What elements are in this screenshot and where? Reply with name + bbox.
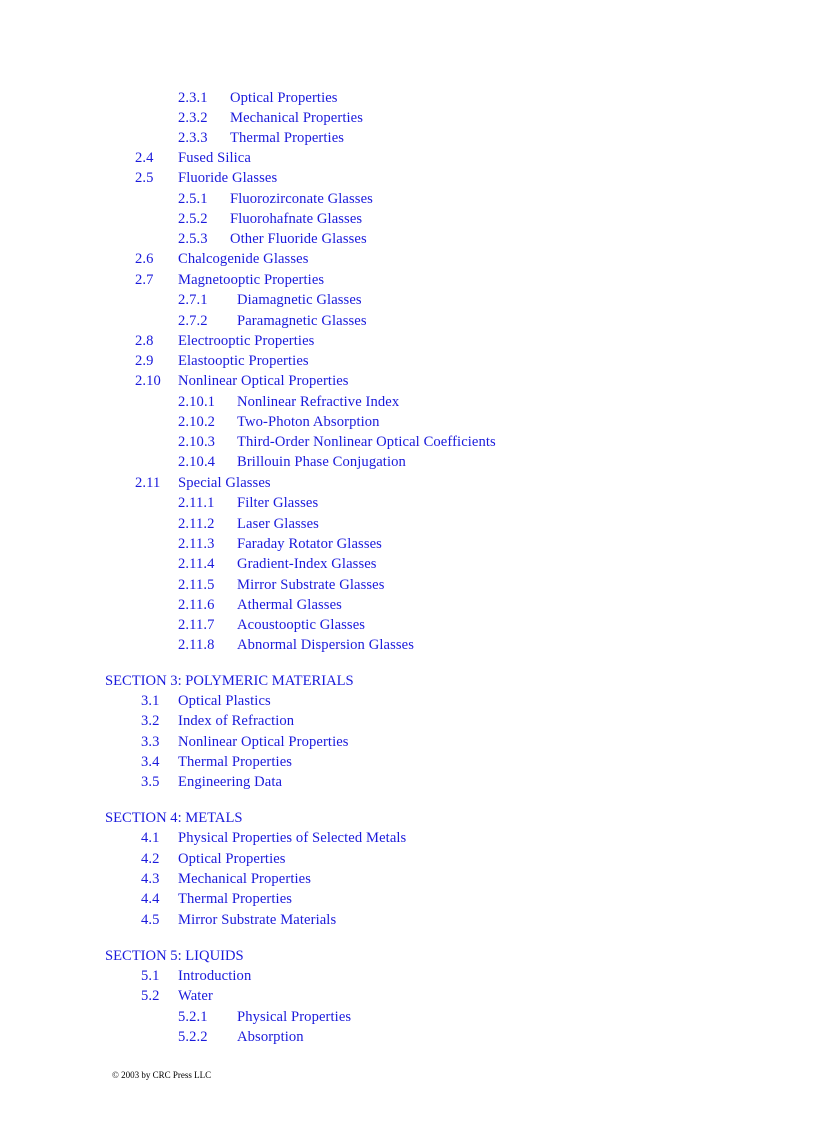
toc-entry-number[interactable]: 2.9	[135, 353, 154, 369]
toc-entry-number[interactable]: 2.7.2	[178, 313, 208, 329]
toc-entry-title[interactable]: Filter Glasses	[237, 495, 319, 511]
toc-entry-number[interactable]: 2.3.2	[178, 110, 208, 126]
section-heading-link[interactable]: SECTION 4: METALS	[105, 810, 243, 826]
toc-entry-title[interactable]: Introduction	[178, 968, 252, 984]
toc-entry-title[interactable]: Nonlinear Optical Properties	[178, 734, 349, 750]
toc-entry-title[interactable]: Engineering Data	[178, 774, 283, 790]
toc-entry-number[interactable]: 5.2.2	[178, 1029, 208, 1045]
toc-entry-title[interactable]: Faraday Rotator Glasses	[237, 536, 382, 552]
toc-entry-title[interactable]: Physical Properties of Selected Metals	[178, 830, 407, 846]
toc-entry-number[interactable]: 5.2.1	[178, 1009, 208, 1025]
toc-entry-number[interactable]: 4.4	[141, 891, 160, 907]
toc-entry-number[interactable]: 3.5	[141, 774, 160, 790]
toc-entry-title[interactable]: Chalcogenide Glasses	[178, 251, 309, 267]
toc-entry-title[interactable]: Special Glasses	[178, 475, 271, 491]
toc-entry-number[interactable]: 5.1	[141, 968, 160, 984]
toc-entry-title[interactable]: Fluoride Glasses	[178, 170, 278, 186]
toc-entry-number[interactable]: 2.5.1	[178, 191, 208, 207]
toc-entry-number[interactable]: 2.10.4	[178, 454, 216, 470]
toc-entry-number[interactable]: 2.8	[135, 333, 154, 349]
toc-entry-number[interactable]: 3.3	[141, 734, 160, 750]
toc-entry-number[interactable]: 2.11.4	[178, 556, 215, 572]
toc-entry-number[interactable]: 2.11.2	[178, 516, 215, 532]
toc-entry-number[interactable]: 3.1	[141, 693, 160, 709]
toc-entry-title[interactable]: Fluorozirconate Glasses	[230, 191, 373, 207]
toc-entry-title[interactable]: Gradient-Index Glasses	[237, 556, 377, 572]
toc-entry-title[interactable]: Optical Plastics	[178, 693, 271, 709]
toc-entry-title[interactable]: Thermal Properties	[178, 891, 293, 907]
toc-entry-title[interactable]: Thermal Properties	[230, 130, 345, 146]
toc-entry-number[interactable]: 2.10	[135, 373, 161, 389]
toc-entry-title[interactable]: Thermal Properties	[178, 754, 293, 770]
toc-entry-number[interactable]: 2.11.7	[178, 617, 215, 633]
toc-entry-title[interactable]: Third-Order Nonlinear Optical Coefficients	[237, 434, 496, 450]
toc-entry-number[interactable]: 4.5	[141, 912, 160, 928]
toc-entry-number[interactable]: 2.7	[135, 272, 154, 288]
toc-entry-title[interactable]: Laser Glasses	[237, 516, 319, 532]
toc-entry-title[interactable]: Diamagnetic Glasses	[237, 292, 362, 308]
toc-entry-title[interactable]: Nonlinear Refractive Index	[237, 394, 400, 410]
section-heading-link[interactable]: SECTION 5: LIQUIDS	[105, 948, 244, 964]
toc-entry-title[interactable]: Mirror Substrate Glasses	[237, 577, 385, 593]
toc-entry-title[interactable]: Mechanical Properties	[230, 110, 363, 126]
toc-entry-number[interactable]: 2.11.6	[178, 597, 215, 613]
toc-entry-number[interactable]: 2.5.2	[178, 211, 208, 227]
toc-entry-number[interactable]: 2.10.1	[178, 394, 216, 410]
toc-entry-title[interactable]: Optical Properties	[230, 90, 338, 106]
toc-entry-number[interactable]: 2.3.1	[178, 90, 208, 106]
toc-entry-title[interactable]: Absorption	[237, 1029, 304, 1045]
toc-entry-title[interactable]: Paramagnetic Glasses	[237, 313, 367, 329]
toc-entry-title[interactable]: Athermal Glasses	[237, 597, 342, 613]
toc-entry-title[interactable]: Abnormal Dispersion Glasses	[237, 637, 414, 653]
toc-entry-title[interactable]: Fused Silica	[178, 150, 251, 166]
toc-entry-number[interactable]: 2.3.3	[178, 130, 208, 146]
toc-entry-number[interactable]: 5.2	[141, 988, 160, 1004]
toc-entry-number[interactable]: 2.10.2	[178, 414, 216, 430]
toc-entry-title[interactable]: Elastooptic Properties	[178, 353, 309, 369]
toc-entry-title[interactable]: Brillouin Phase Conjugation	[237, 454, 406, 470]
toc-entry-number[interactable]: 4.1	[141, 830, 160, 846]
toc-entry-number[interactable]: 2.7.1	[178, 292, 208, 308]
toc-entry-number[interactable]: 3.2	[141, 713, 160, 729]
toc-entry-number[interactable]: 2.5	[135, 170, 154, 186]
toc-entry-title[interactable]: Nonlinear Optical Properties	[178, 373, 349, 389]
toc-entry-number[interactable]: 2.6	[135, 251, 154, 267]
toc-entry-number[interactable]: 2.11.1	[178, 495, 215, 511]
section-heading-link[interactable]: SECTION 3: POLYMERIC MATERIALS	[105, 673, 354, 689]
toc-entry-title[interactable]: Fluorohafnate Glasses	[230, 211, 363, 227]
section-3-heading[interactable]	[105, 671, 354, 691]
toc-entry-title[interactable]: Optical Properties	[178, 851, 286, 867]
toc-entry-number[interactable]: 2.11.8	[178, 637, 215, 653]
section-5-heading[interactable]	[105, 946, 244, 966]
toc-entry-title[interactable]: Physical Properties	[237, 1009, 352, 1025]
toc-entry-title[interactable]: Other Fluoride Glasses	[230, 231, 367, 247]
toc-entry-number[interactable]: 2.11.5	[178, 577, 215, 593]
toc-entry-title[interactable]: Mechanical Properties	[178, 871, 311, 887]
toc-entry-title[interactable]: Two-Photon Absorption	[237, 414, 380, 430]
copyright-footer: © 2003 by CRC Press LLC	[112, 1070, 212, 1080]
toc-entry-title[interactable]: Electrooptic Properties	[178, 333, 315, 349]
toc-entry-number[interactable]: 2.11	[135, 475, 161, 491]
toc-entry-number[interactable]: 4.2	[141, 851, 160, 867]
toc-entry-title[interactable]: Water	[178, 988, 213, 1004]
toc-entry-number[interactable]: 4.3	[141, 871, 160, 887]
toc-entry-number[interactable]: 2.4	[135, 150, 154, 166]
toc-entry-number[interactable]: 2.11.3	[178, 536, 215, 552]
toc-entry-number[interactable]: 2.5.3	[178, 231, 208, 247]
toc-entry-title[interactable]: Index of Refraction	[178, 713, 295, 729]
toc-entry-number[interactable]: 2.10.3	[178, 434, 216, 450]
toc-entry-number[interactable]: 3.4	[141, 754, 160, 770]
toc-entry-title[interactable]: Mirror Substrate Materials	[178, 912, 337, 928]
section-4-heading[interactable]	[105, 808, 242, 828]
toc-entry-title[interactable]: Magnetooptic Properties	[178, 272, 325, 288]
toc-entry-title[interactable]: Acoustooptic Glasses	[237, 617, 366, 633]
